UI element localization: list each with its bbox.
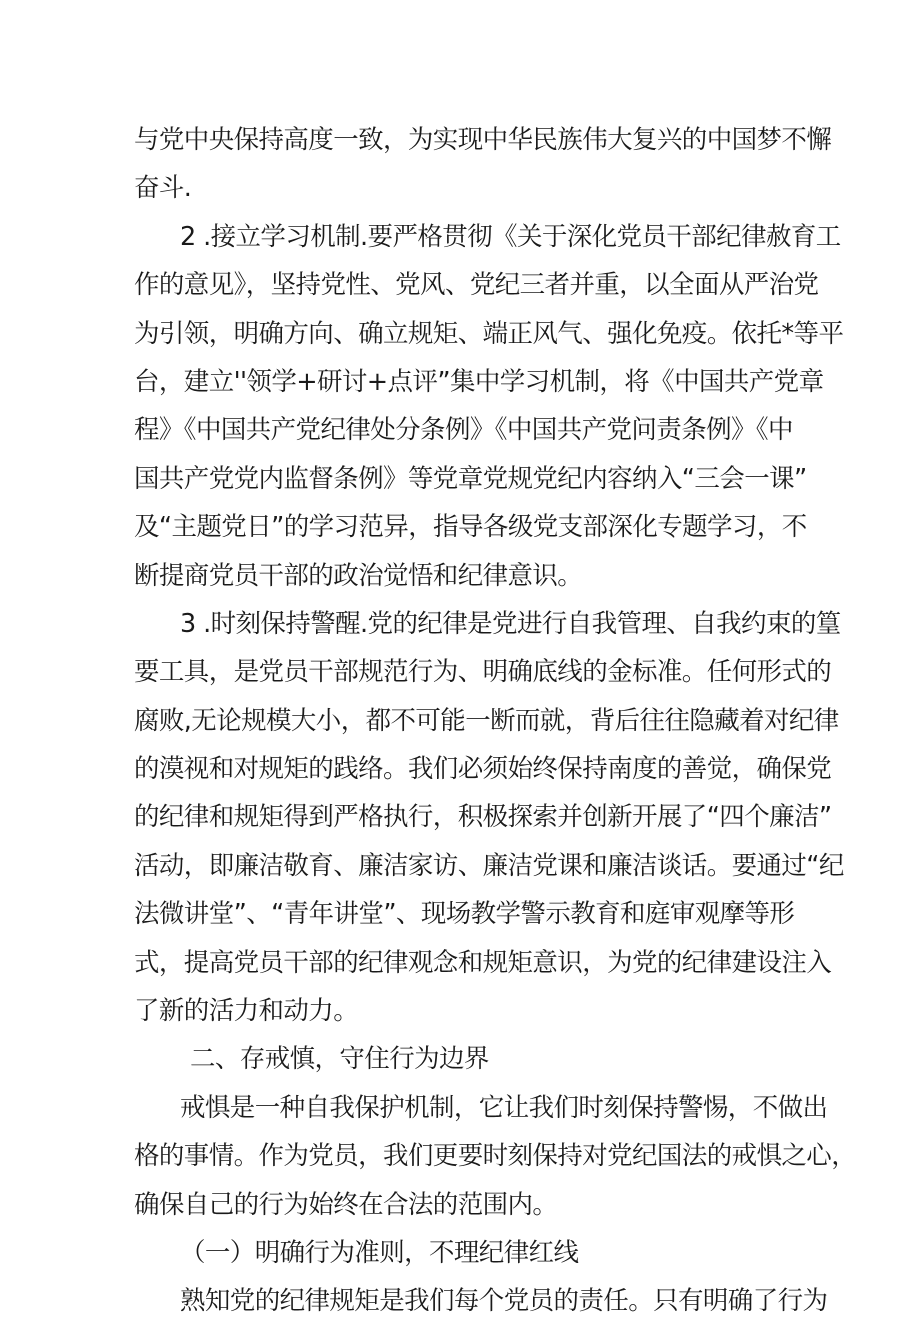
subsection-heading: （一）明确行为准则，不理纪律红线 <box>180 1237 579 1268</box>
text-line: 的纪律和规矩得到严格执行，积极探索并创新开展了“四个廉洁” <box>134 802 832 833</box>
text-line: 断提商党员干部的政治觉悟和纪律意识。 <box>134 560 583 591</box>
text-line: 格的事情。作为党员，我们更要时刻保持对党纪国法的戒惧之心， <box>134 1141 857 1172</box>
text-line: 奋斗. <box>134 173 192 204</box>
text-line: 程》《中国共产党纪律处分条例》《中国共产党问责条例》《中 <box>134 415 793 446</box>
text-line: 戒惧是一种自我保护机制，它让我们时刻保持警惕，不做出 <box>180 1092 828 1123</box>
text-line: 要工具，是党员干部规范行为、明确底线的金标准。任何形式的 <box>134 657 832 688</box>
text-line: 为引领，明确方向、确立规矩、端正风气、强化免疫。依托*等平 <box>134 318 844 349</box>
text-line: 活动，即廉洁敬育、廉洁家访、廉洁党课和廉洁谈话。要通过“纪 <box>134 850 844 881</box>
text-line: 台，建立''领学+研讨+点评”集中学习机制，将《中国共产党章 <box>134 366 824 397</box>
text-line: 确保自己的行为始终在合法的范围内。 <box>134 1189 558 1220</box>
text-line: 式，提高党员干部的纪律观念和规矩意识，为党的纪律建设注入 <box>134 947 832 978</box>
text-line: 作的意见》，坚持党性、党风、党纪三者并重，以全面从严治党 <box>134 270 819 301</box>
text-line: 了新的活力和动力。 <box>134 996 359 1027</box>
text-line: 熟知党的纪律规矩是我们每个党员的责任。只有明确了行为 <box>180 1286 828 1317</box>
document-body <box>134 116 857 1326</box>
text-line: 腐败,无论规模大小，都不可能一断而就，背后往往隐藏着对纪律 <box>134 705 839 736</box>
text-line: 法微讲堂”、“青年讲堂”、现场教学警示教育和庭审观摩等形 <box>134 899 795 930</box>
section-heading: 二、存戒慎，守住行为边界 <box>190 1044 489 1075</box>
text-line: 3 .时刻保持警醒.党的纪律是党进行自我管理、自我约束的篁 <box>180 608 841 639</box>
text-line: 国共产党党内监督条例》等党章党规党纪内容纳入“三会一课” <box>134 463 807 494</box>
text-line: 的漠视和对规矩的践络。我们必须始终保持南度的善觉，确保党 <box>134 754 832 785</box>
text-line: 与党中央保持高度一致，为实现中华民族伟大复兴的中国梦不懈 <box>134 125 832 155</box>
text-line: 2 .接立学习机制.要严格贯彻《关于深化党员干部纪律赦育工 <box>180 221 841 252</box>
text-line: 及“主题党日”的学习范异，指导各级党支部深化专题学习，不 <box>134 512 807 543</box>
